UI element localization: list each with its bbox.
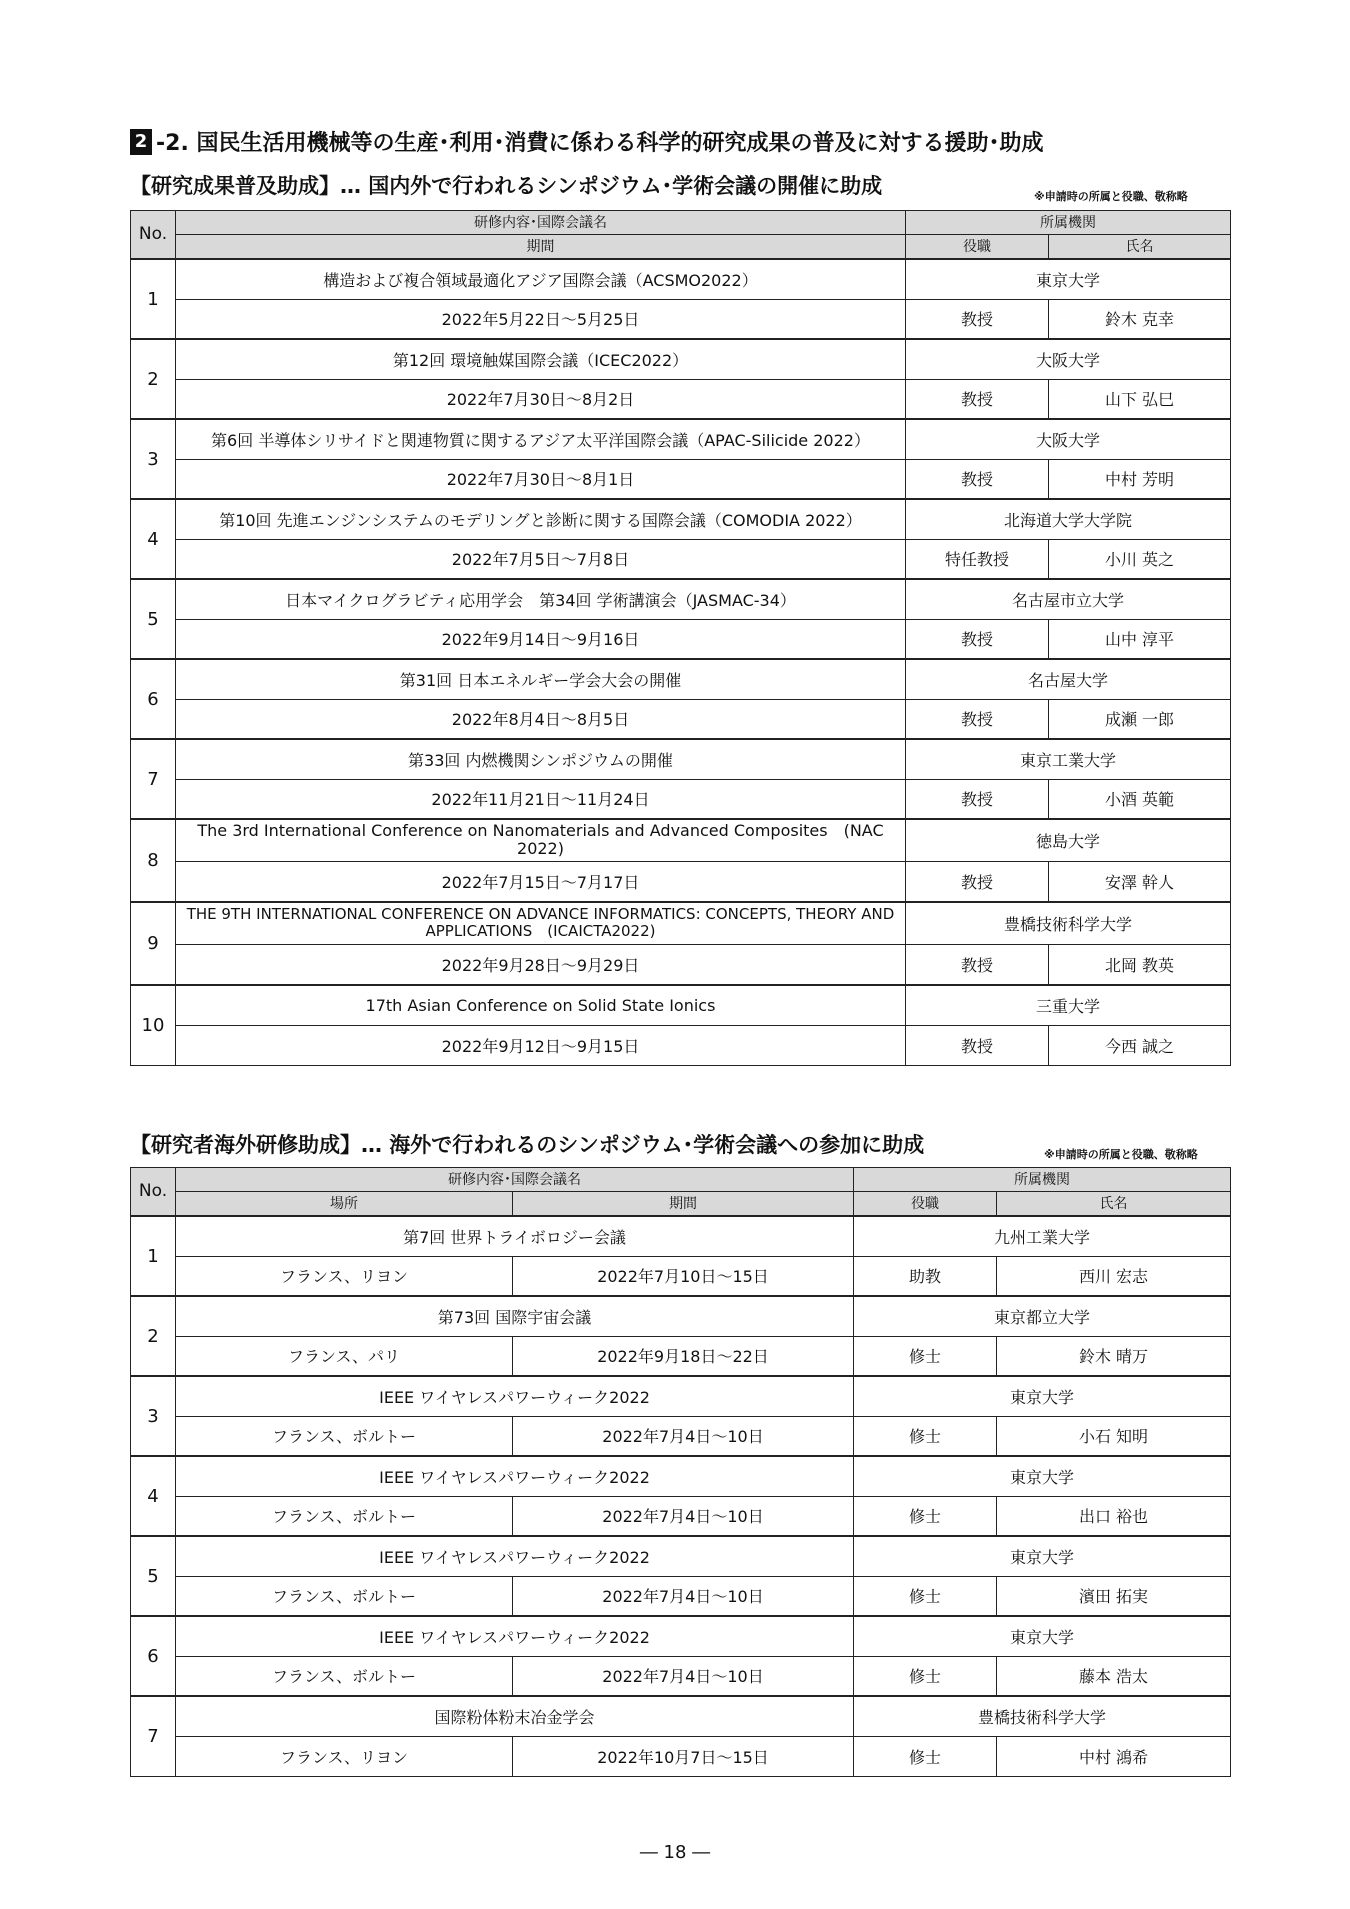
person-name: 中村 鴻希 [997,1736,1231,1776]
institution: 大阪大学 [906,339,1231,379]
research-dissemination-table [130,210,1231,1066]
conference-title: IEEE ワイヤレスパワーウィーク2022 [176,1536,854,1576]
place: フランス、リヨン [176,1736,513,1776]
table-row [131,339,1231,419]
period: 2022年7月4日～10日 [513,1416,854,1456]
period: 2022年9月12日～9月15日 [176,1025,906,1065]
table2-heading: 【研究者海外研修助成】… 海外で行われるのシンポジウム･学術会議への参加に助成 [130,1133,925,1157]
person-name: 北岡 教英 [1049,944,1231,985]
row-number: 6 [131,659,176,739]
period: 2022年7月10日～15日 [513,1256,854,1296]
header-name: 氏名 [1049,235,1231,260]
institution: 三重大学 [906,985,1231,1025]
position: 教授 [906,699,1049,739]
row-number: 4 [131,1456,176,1536]
table-row [131,902,1231,985]
row-number: 7 [131,1696,176,1776]
table1-heading: 【研究成果普及助成】… 国内外で行われるシンポジウム･学術会議の開催に助成 [130,174,883,198]
table-row [131,1216,1231,1296]
conference-title: 第73回 国際宇宙会議 [176,1296,854,1336]
row-number: 9 [131,902,176,985]
row-number: 5 [131,1536,176,1616]
row-number: 5 [131,579,176,659]
position: 教授 [906,619,1049,659]
period: 2022年9月14日～9月16日 [176,619,906,659]
table-row [131,579,1231,659]
conference-title: 第33回 内燃機関シンポジウムの開催 [176,739,906,779]
conference-title: 第10回 先進エンジンシステムのモデリングと診断に関する国際会議（COMODIA 2022） [176,499,906,539]
person-name: 今西 誠之 [1049,1025,1231,1065]
institution: 九州工業大学 [854,1216,1231,1256]
conference-title: IEEE ワイヤレスパワーウィーク2022 [176,1456,854,1496]
position: 修士 [854,1576,997,1616]
section-number-badge: 2 [130,129,152,155]
position: 教授 [906,944,1049,985]
header-period: 期間 [176,235,906,260]
institution: 徳島大学 [906,819,1231,861]
person-name: 鈴木 晴万 [997,1336,1231,1376]
institution: 豊橋技術科学大学 [906,902,1231,944]
period: 2022年7月15日～7月17日 [176,861,906,902]
table-row [131,819,1231,902]
row-number: 3 [131,419,176,499]
period: 2022年7月30日～8月2日 [176,379,906,419]
period: 2022年7月30日～8月1日 [176,459,906,499]
period: 2022年9月28日～9月29日 [176,944,906,985]
conference-title: IEEE ワイヤレスパワーウィーク2022 [176,1616,854,1656]
person-name: 鈴木 克幸 [1049,299,1231,339]
conference-title: IEEE ワイヤレスパワーウィーク2022 [176,1376,854,1416]
period: 2022年8月4日～8月5日 [176,699,906,739]
position: 教授 [906,861,1049,902]
position: 修士 [854,1496,997,1536]
conference-title: THE 9TH INTERNATIONAL CONFERENCE ON ADVANCE INFORMATICS: CONCEPTS, THEORY AND APPLICATIONS (ICAICTA2022) [176,902,906,944]
institution: 東京大学 [854,1536,1231,1576]
table-row [131,419,1231,499]
table-row [131,499,1231,579]
row-number: 7 [131,739,176,819]
institution: 東京工業大学 [906,739,1231,779]
header-content: 研修内容･国際会議名 [176,211,906,235]
conference-title: 第6回 半導体シリサイドと関連物質に関するアジア太平洋国際会議（APAC-Silicide 2022） [176,419,906,459]
position: 教授 [906,459,1049,499]
position: 教授 [906,379,1049,419]
header-no: No. [131,211,176,260]
institution: 大阪大学 [906,419,1231,459]
person-name: 小川 英之 [1049,539,1231,579]
table-row [131,1296,1231,1376]
table-row [131,985,1231,1065]
row-number: 3 [131,1376,176,1456]
table-row [131,1616,1231,1696]
position: 特任教授 [906,539,1049,579]
institution: 東京大学 [854,1616,1231,1656]
table-row [131,259,1231,339]
header-affiliation: 所属機関 [906,211,1231,235]
section-title: -2. 国民生活用機械等の生産･利用･消費に係わる科学的研究成果の普及に対する援助･助成 [156,131,1044,156]
institution: 東京大学 [854,1376,1231,1416]
institution: 豊橋技術科学大学 [854,1696,1231,1736]
period: 2022年9月18日～22日 [513,1336,854,1376]
institution: 名古屋市立大学 [906,579,1231,619]
table-row [131,739,1231,819]
person-name: 西川 宏志 [997,1256,1231,1296]
header-no: No. [131,1168,176,1217]
period: 2022年5月22日～5月25日 [176,299,906,339]
header-place: 場所 [176,1192,513,1217]
person-name: 中村 芳明 [1049,459,1231,499]
person-name: 山中 淳平 [1049,619,1231,659]
row-number: 2 [131,339,176,419]
person-name: 安澤 幹人 [1049,861,1231,902]
institution: 東京大学 [906,259,1231,299]
table-row [131,1456,1231,1536]
period: 2022年11月21日～11月24日 [176,779,906,819]
row-number: 1 [131,259,176,339]
header-content: 研修内容･国際会議名 [176,1168,854,1192]
institution: 東京大学 [854,1456,1231,1496]
table2-note: ※申請時の所属と役職、敬称略 [1044,1148,1198,1161]
overseas-training-table [130,1167,1231,1777]
row-number: 1 [131,1216,176,1296]
header-position: 役職 [906,235,1049,260]
position: 教授 [906,779,1049,819]
position: 修士 [854,1736,997,1776]
header-affiliation: 所属機関 [854,1168,1231,1192]
person-name: 出口 裕也 [997,1496,1231,1536]
conference-title: 第7回 世界トライボロジー会議 [176,1216,854,1256]
conference-title: 構造および複合領域最適化アジア国際会議（ACSMO2022） [176,259,906,299]
person-name: 山下 弘巳 [1049,379,1231,419]
place: フランス、パリ [176,1336,513,1376]
table-row [131,659,1231,739]
position: 教授 [906,299,1049,339]
page-number: ― 18 ― [639,1842,711,1863]
place: フランス、リヨン [176,1256,513,1296]
section-heading [130,126,1230,157]
position: 助教 [854,1256,997,1296]
person-name: 成瀬 一郎 [1049,699,1231,739]
position: 教授 [906,1025,1049,1065]
period: 2022年7月5日～7月8日 [176,539,906,579]
row-number: 4 [131,499,176,579]
position: 修士 [854,1416,997,1456]
conference-title: 第12回 環境触媒国際会議（ICEC2022） [176,339,906,379]
conference-title: 国際粉体粉末冶金学会 [176,1696,854,1736]
person-name: 小石 知明 [997,1416,1231,1456]
institution: 名古屋大学 [906,659,1231,699]
table-row [131,1376,1231,1456]
period: 2022年7月4日～10日 [513,1656,854,1696]
row-number: 8 [131,819,176,902]
period: 2022年10月7日～15日 [513,1736,854,1776]
position: 修士 [854,1336,997,1376]
conference-title: 日本マイクログラビティ応用学会 第34回 学術講演会（JASMAC-34） [176,579,906,619]
person-name: 小酒 英範 [1049,779,1231,819]
place: フランス、ボルトー [176,1496,513,1536]
table1-note: ※申請時の所属と役職、敬称略 [1034,190,1188,203]
person-name: 藤本 浩太 [997,1656,1231,1696]
position: 修士 [854,1656,997,1696]
place: フランス、ボルトー [176,1416,513,1456]
header-name: 氏名 [997,1192,1231,1217]
conference-title: 第31回 日本エネルギー学会大会の開催 [176,659,906,699]
conference-title: 17th Asian Conference on Solid State Ionics [176,985,906,1025]
place: フランス、ボルトー [176,1576,513,1616]
row-number: 2 [131,1296,176,1376]
conference-title: The 3rd International Conference on Nanomaterials and Advanced Composites (NAC 2022) [176,819,906,861]
row-number: 6 [131,1616,176,1696]
header-period: 期間 [513,1192,854,1217]
place: フランス、ボルトー [176,1656,513,1696]
person-name: 濱田 拓実 [997,1576,1231,1616]
institution: 東京都立大学 [854,1296,1231,1336]
table-row [131,1696,1231,1776]
institution: 北海道大学大学院 [906,499,1231,539]
period: 2022年7月4日～10日 [513,1496,854,1536]
table-row [131,1536,1231,1616]
period: 2022年7月4日～10日 [513,1576,854,1616]
header-position: 役職 [854,1192,997,1217]
row-number: 10 [131,985,176,1065]
